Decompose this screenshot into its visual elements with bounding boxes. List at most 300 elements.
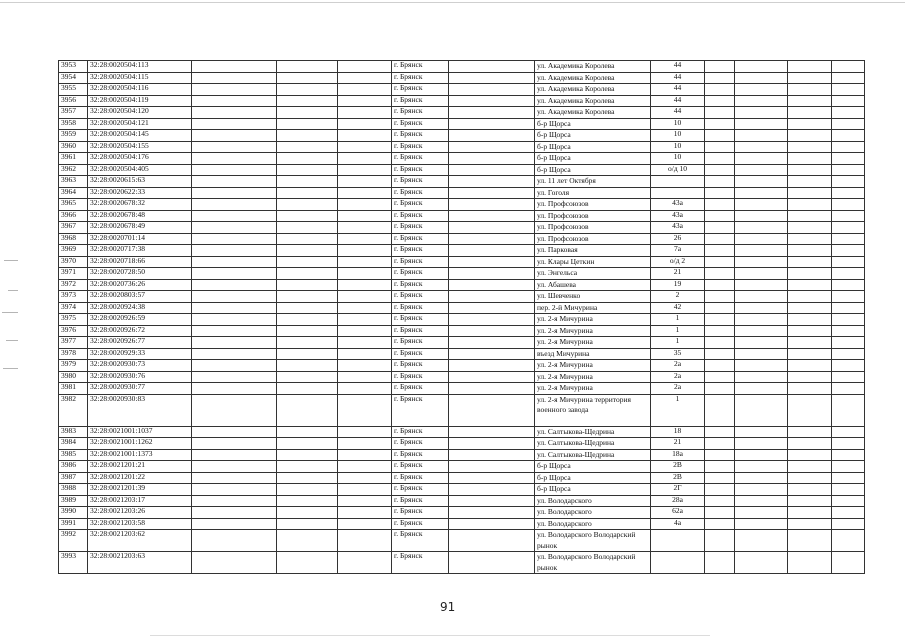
empty-cell bbox=[788, 95, 832, 107]
cadastral-number-cell: 32:28:0021201:22 bbox=[88, 472, 192, 484]
city-cell: г. Брянск bbox=[392, 530, 449, 552]
empty-cell bbox=[338, 426, 392, 438]
house-number-cell: 10 bbox=[651, 141, 705, 153]
empty-cell bbox=[832, 256, 865, 268]
empty-cell bbox=[277, 394, 338, 426]
city-cell: г. Брянск bbox=[392, 199, 449, 211]
empty-cell bbox=[735, 107, 788, 119]
cadastral-number-cell: 32:28:0021203:62 bbox=[88, 530, 192, 552]
empty-cell bbox=[705, 438, 735, 450]
empty-cell bbox=[832, 176, 865, 188]
empty-cell bbox=[735, 164, 788, 176]
house-number-cell: 1 bbox=[651, 314, 705, 326]
cadastral-number-cell: 32:28:0020678:49 bbox=[88, 222, 192, 234]
empty-cell bbox=[788, 153, 832, 165]
street-cell: ул. Академика Королева bbox=[535, 61, 651, 73]
empty-cell bbox=[277, 187, 338, 199]
empty-cell bbox=[832, 164, 865, 176]
empty-cell bbox=[192, 130, 277, 142]
empty-cell bbox=[449, 164, 535, 176]
empty-cell bbox=[832, 84, 865, 96]
row-number-cell: 3953 bbox=[59, 61, 88, 73]
empty-cell bbox=[832, 95, 865, 107]
empty-cell bbox=[192, 107, 277, 119]
cadastral-number-cell: 32:28:0020926:77 bbox=[88, 337, 192, 349]
street-cell: ул. Профсоюзов bbox=[535, 210, 651, 222]
empty-cell bbox=[449, 141, 535, 153]
empty-cell bbox=[449, 530, 535, 552]
empty-cell bbox=[277, 222, 338, 234]
empty-cell bbox=[788, 472, 832, 484]
empty-cell bbox=[832, 199, 865, 211]
empty-cell bbox=[705, 245, 735, 257]
empty-cell bbox=[788, 256, 832, 268]
empty-cell bbox=[338, 118, 392, 130]
empty-cell bbox=[705, 371, 735, 383]
empty-cell bbox=[832, 153, 865, 165]
empty-cell bbox=[338, 314, 392, 326]
empty-cell bbox=[449, 383, 535, 395]
city-cell: г. Брянск bbox=[392, 268, 449, 280]
cadastral-number-cell: 32:28:0020504:155 bbox=[88, 141, 192, 153]
empty-cell bbox=[832, 291, 865, 303]
empty-cell bbox=[277, 233, 338, 245]
cadastral-number-cell: 32:28:0020728:50 bbox=[88, 268, 192, 280]
empty-cell bbox=[192, 472, 277, 484]
empty-cell bbox=[192, 268, 277, 280]
city-cell: г. Брянск bbox=[392, 360, 449, 372]
row-number-cell: 3981 bbox=[59, 383, 88, 395]
empty-cell bbox=[449, 461, 535, 473]
table-row bbox=[59, 176, 865, 188]
cadastral-number-cell: 32:28:0020622:33 bbox=[88, 187, 192, 199]
empty-cell bbox=[449, 268, 535, 280]
empty-cell bbox=[277, 176, 338, 188]
empty-cell bbox=[277, 337, 338, 349]
table-row bbox=[59, 507, 865, 519]
empty-cell bbox=[705, 426, 735, 438]
table-row bbox=[59, 383, 865, 395]
empty-cell bbox=[705, 84, 735, 96]
empty-cell bbox=[832, 371, 865, 383]
street-cell: ул. 2-я Мичурина bbox=[535, 383, 651, 395]
cadastral-number-cell: 32:28:0020736:26 bbox=[88, 279, 192, 291]
empty-cell bbox=[705, 383, 735, 395]
table-row bbox=[59, 95, 865, 107]
empty-cell bbox=[788, 130, 832, 142]
empty-cell bbox=[192, 222, 277, 234]
empty-cell bbox=[192, 325, 277, 337]
empty-cell bbox=[277, 95, 338, 107]
street-cell: ул. Володарского bbox=[535, 495, 651, 507]
cadastral-number-cell: 32:28:0020926:72 bbox=[88, 325, 192, 337]
cadastral-number-cell: 32:28:0021001:1373 bbox=[88, 449, 192, 461]
row-number-cell: 3978 bbox=[59, 348, 88, 360]
empty-cell bbox=[735, 279, 788, 291]
empty-cell bbox=[338, 495, 392, 507]
empty-cell bbox=[192, 210, 277, 222]
empty-cell bbox=[449, 199, 535, 211]
empty-cell bbox=[192, 360, 277, 372]
street-cell: ул. Салтыкова-Щедрина bbox=[535, 449, 651, 461]
house-number-cell: 44 bbox=[651, 95, 705, 107]
empty-cell bbox=[338, 268, 392, 280]
empty-cell bbox=[705, 268, 735, 280]
empty-cell bbox=[788, 187, 832, 199]
cadastral-number-cell: 32:28:0021203:58 bbox=[88, 518, 192, 530]
empty-cell bbox=[705, 118, 735, 130]
city-cell: г. Брянск bbox=[392, 164, 449, 176]
table-row bbox=[59, 233, 865, 245]
empty-cell bbox=[449, 552, 535, 574]
house-number-cell: 62а bbox=[651, 507, 705, 519]
city-cell: г. Брянск bbox=[392, 84, 449, 96]
empty-cell bbox=[338, 61, 392, 73]
empty-cell bbox=[788, 360, 832, 372]
empty-cell bbox=[338, 530, 392, 552]
cadastral-number-cell: 32:28:0020701:14 bbox=[88, 233, 192, 245]
empty-cell bbox=[832, 279, 865, 291]
house-number-cell: 43а bbox=[651, 210, 705, 222]
empty-cell bbox=[735, 222, 788, 234]
empty-cell bbox=[277, 383, 338, 395]
empty-cell bbox=[705, 348, 735, 360]
empty-cell bbox=[735, 518, 788, 530]
city-cell: г. Брянск bbox=[392, 552, 449, 574]
house-number-cell: 19 bbox=[651, 279, 705, 291]
street-cell: ул. Салтыкова-Щедрина bbox=[535, 426, 651, 438]
table-row bbox=[59, 61, 865, 73]
empty-cell bbox=[192, 199, 277, 211]
empty-cell bbox=[832, 302, 865, 314]
empty-cell bbox=[735, 449, 788, 461]
house-number-cell: 28а bbox=[651, 495, 705, 507]
empty-cell bbox=[788, 348, 832, 360]
street-cell: ул. Володарского Володарский рынок bbox=[535, 530, 651, 552]
city-cell: г. Брянск bbox=[392, 371, 449, 383]
empty-cell bbox=[788, 84, 832, 96]
street-cell: ул. 2-я Мичурина территория военного завода bbox=[535, 394, 651, 426]
city-cell: г. Брянск bbox=[392, 302, 449, 314]
row-number-cell: 3983 bbox=[59, 426, 88, 438]
margin-scan-marks bbox=[0, 250, 30, 390]
row-number-cell: 3993 bbox=[59, 552, 88, 574]
empty-cell bbox=[735, 199, 788, 211]
empty-cell bbox=[192, 394, 277, 426]
empty-cell bbox=[832, 518, 865, 530]
cadastral-number-cell: 32:28:0020504:405 bbox=[88, 164, 192, 176]
empty-cell bbox=[705, 484, 735, 496]
row-number-cell: 3956 bbox=[59, 95, 88, 107]
empty-cell bbox=[788, 268, 832, 280]
table-row bbox=[59, 484, 865, 496]
empty-cell bbox=[449, 348, 535, 360]
empty-cell bbox=[338, 302, 392, 314]
empty-cell bbox=[705, 210, 735, 222]
table-row bbox=[59, 279, 865, 291]
row-number-cell: 3970 bbox=[59, 256, 88, 268]
empty-cell bbox=[192, 141, 277, 153]
empty-cell bbox=[338, 279, 392, 291]
empty-cell bbox=[277, 461, 338, 473]
house-number-cell: 43а bbox=[651, 222, 705, 234]
cadastral-number-cell: 32:28:0020924:38 bbox=[88, 302, 192, 314]
empty-cell bbox=[338, 461, 392, 473]
row-number-cell: 3979 bbox=[59, 360, 88, 372]
city-cell: г. Брянск bbox=[392, 95, 449, 107]
row-number-cell: 3958 bbox=[59, 118, 88, 130]
house-number-cell: 2В bbox=[651, 472, 705, 484]
cadastral-number-cell: 32:28:0020930:73 bbox=[88, 360, 192, 372]
empty-cell bbox=[192, 383, 277, 395]
city-cell: г. Брянск bbox=[392, 176, 449, 188]
empty-cell bbox=[192, 279, 277, 291]
empty-cell bbox=[832, 495, 865, 507]
street-cell: ул. Академика Королева bbox=[535, 72, 651, 84]
empty-cell bbox=[192, 245, 277, 257]
empty-cell bbox=[788, 279, 832, 291]
empty-cell bbox=[788, 107, 832, 119]
empty-cell bbox=[449, 256, 535, 268]
city-cell: г. Брянск bbox=[392, 61, 449, 73]
empty-cell bbox=[449, 518, 535, 530]
city-cell: г. Брянск bbox=[392, 130, 449, 142]
empty-cell bbox=[192, 72, 277, 84]
empty-cell bbox=[735, 256, 788, 268]
street-cell: ул. Профсоюзов bbox=[535, 222, 651, 234]
street-cell: ул. 2-я Мичурина bbox=[535, 371, 651, 383]
empty-cell bbox=[788, 507, 832, 519]
empty-cell bbox=[832, 426, 865, 438]
row-number-cell: 3962 bbox=[59, 164, 88, 176]
empty-cell bbox=[788, 484, 832, 496]
row-number-cell: 3969 bbox=[59, 245, 88, 257]
table-row bbox=[59, 141, 865, 153]
empty-cell bbox=[277, 518, 338, 530]
empty-cell bbox=[788, 314, 832, 326]
street-cell: б-р Щорса bbox=[535, 118, 651, 130]
empty-cell bbox=[192, 302, 277, 314]
street-cell: пер. 2-й Мичурина bbox=[535, 302, 651, 314]
row-number-cell: 3972 bbox=[59, 279, 88, 291]
street-cell: ул. Клары Цеткин bbox=[535, 256, 651, 268]
street-cell: ул. Профсоюзов bbox=[535, 199, 651, 211]
house-number-cell: 21 bbox=[651, 268, 705, 280]
empty-cell bbox=[788, 495, 832, 507]
empty-cell bbox=[788, 302, 832, 314]
empty-cell bbox=[449, 118, 535, 130]
empty-cell bbox=[788, 199, 832, 211]
empty-cell bbox=[449, 394, 535, 426]
empty-cell bbox=[192, 518, 277, 530]
row-number-cell: 3977 bbox=[59, 337, 88, 349]
city-cell: г. Брянск bbox=[392, 187, 449, 199]
cadastral-number-cell: 32:28:0020930:83 bbox=[88, 394, 192, 426]
empty-cell bbox=[192, 118, 277, 130]
city-cell: г. Брянск bbox=[392, 141, 449, 153]
empty-cell bbox=[449, 426, 535, 438]
empty-cell bbox=[735, 84, 788, 96]
empty-cell bbox=[735, 394, 788, 426]
house-number-cell: 10 bbox=[651, 153, 705, 165]
street-cell: ул. Академика Королева bbox=[535, 84, 651, 96]
empty-cell bbox=[192, 84, 277, 96]
empty-cell bbox=[192, 95, 277, 107]
empty-cell bbox=[338, 472, 392, 484]
empty-cell bbox=[735, 507, 788, 519]
empty-cell bbox=[832, 348, 865, 360]
house-number-cell: 42 bbox=[651, 302, 705, 314]
empty-cell bbox=[277, 426, 338, 438]
empty-cell bbox=[705, 199, 735, 211]
empty-cell bbox=[735, 153, 788, 165]
empty-cell bbox=[705, 518, 735, 530]
table-row bbox=[59, 153, 865, 165]
house-number-cell: о/д 2 bbox=[651, 256, 705, 268]
empty-cell bbox=[277, 118, 338, 130]
empty-cell bbox=[788, 210, 832, 222]
empty-cell bbox=[832, 507, 865, 519]
register-body bbox=[59, 61, 865, 574]
page-number: 91 bbox=[440, 600, 456, 614]
street-cell: ул. Абашева bbox=[535, 279, 651, 291]
house-number-cell: о/д 10 bbox=[651, 164, 705, 176]
empty-cell bbox=[788, 245, 832, 257]
empty-cell bbox=[338, 484, 392, 496]
city-cell: г. Брянск bbox=[392, 291, 449, 303]
empty-cell bbox=[277, 302, 338, 314]
empty-cell bbox=[338, 153, 392, 165]
empty-cell bbox=[735, 371, 788, 383]
empty-cell bbox=[832, 245, 865, 257]
empty-cell bbox=[705, 530, 735, 552]
empty-cell bbox=[449, 245, 535, 257]
house-number-cell: 35 bbox=[651, 348, 705, 360]
table-row bbox=[59, 222, 865, 234]
table-row bbox=[59, 394, 865, 426]
empty-cell bbox=[449, 449, 535, 461]
house-number-cell: 18а bbox=[651, 449, 705, 461]
street-cell: ул. Володарского bbox=[535, 518, 651, 530]
empty-cell bbox=[832, 472, 865, 484]
city-cell: г. Брянск bbox=[392, 348, 449, 360]
empty-cell bbox=[338, 72, 392, 84]
house-number-cell: 2 bbox=[651, 291, 705, 303]
empty-cell bbox=[338, 348, 392, 360]
empty-cell bbox=[277, 472, 338, 484]
cadastral-number-cell: 32:28:0020718:66 bbox=[88, 256, 192, 268]
empty-cell bbox=[338, 394, 392, 426]
house-number-cell: 10 bbox=[651, 118, 705, 130]
empty-cell bbox=[449, 484, 535, 496]
empty-cell bbox=[788, 61, 832, 73]
street-cell: въезд Мичурина bbox=[535, 348, 651, 360]
empty-cell bbox=[277, 61, 338, 73]
empty-cell bbox=[832, 383, 865, 395]
empty-cell bbox=[192, 371, 277, 383]
empty-cell bbox=[449, 210, 535, 222]
row-number-cell: 3984 bbox=[59, 438, 88, 450]
cadastral-number-cell: 32:28:0020504:116 bbox=[88, 84, 192, 96]
empty-cell bbox=[449, 153, 535, 165]
house-number-cell: 26 bbox=[651, 233, 705, 245]
city-cell: г. Брянск bbox=[392, 383, 449, 395]
row-number-cell: 3986 bbox=[59, 461, 88, 473]
empty-cell bbox=[832, 552, 865, 574]
street-cell: б-р Щорса bbox=[535, 153, 651, 165]
empty-cell bbox=[449, 72, 535, 84]
row-number-cell: 3959 bbox=[59, 130, 88, 142]
scan-edge-bottom bbox=[150, 635, 710, 636]
city-cell: г. Брянск bbox=[392, 107, 449, 119]
city-cell: г. Брянск bbox=[392, 484, 449, 496]
empty-cell bbox=[735, 325, 788, 337]
empty-cell bbox=[705, 164, 735, 176]
empty-cell bbox=[735, 95, 788, 107]
city-cell: г. Брянск bbox=[392, 518, 449, 530]
empty-cell bbox=[735, 141, 788, 153]
table-row bbox=[59, 291, 865, 303]
house-number-cell: 44 bbox=[651, 84, 705, 96]
empty-cell bbox=[449, 233, 535, 245]
empty-cell bbox=[192, 461, 277, 473]
cadastral-number-cell: 32:28:0020678:48 bbox=[88, 210, 192, 222]
empty-cell bbox=[735, 268, 788, 280]
house-number-cell bbox=[651, 530, 705, 552]
cadastral-number-cell: 32:28:0020504:120 bbox=[88, 107, 192, 119]
table-row bbox=[59, 325, 865, 337]
empty-cell bbox=[338, 337, 392, 349]
empty-cell bbox=[338, 371, 392, 383]
table-row bbox=[59, 360, 865, 372]
row-number-cell: 3976 bbox=[59, 325, 88, 337]
empty-cell bbox=[735, 210, 788, 222]
row-number-cell: 3990 bbox=[59, 507, 88, 519]
empty-cell bbox=[449, 291, 535, 303]
empty-cell bbox=[788, 337, 832, 349]
property-register-table bbox=[58, 60, 865, 574]
table-row bbox=[59, 302, 865, 314]
empty-cell bbox=[735, 187, 788, 199]
empty-cell bbox=[705, 291, 735, 303]
street-cell: ул. Володарского Володарский рынок bbox=[535, 552, 651, 574]
city-cell: г. Брянск bbox=[392, 210, 449, 222]
house-number-cell: 1 bbox=[651, 337, 705, 349]
empty-cell bbox=[788, 176, 832, 188]
empty-cell bbox=[788, 233, 832, 245]
table-row bbox=[59, 187, 865, 199]
empty-cell bbox=[192, 291, 277, 303]
row-number-cell: 3973 bbox=[59, 291, 88, 303]
street-cell: б-р Щорса bbox=[535, 141, 651, 153]
empty-cell bbox=[449, 187, 535, 199]
empty-cell bbox=[832, 530, 865, 552]
row-number-cell: 3988 bbox=[59, 484, 88, 496]
row-number-cell: 3968 bbox=[59, 233, 88, 245]
empty-cell bbox=[705, 107, 735, 119]
house-number-cell: 7а bbox=[651, 245, 705, 257]
empty-cell bbox=[338, 141, 392, 153]
cadastral-number-cell: 32:28:0020930:77 bbox=[88, 383, 192, 395]
house-number-cell: 1 bbox=[651, 394, 705, 426]
city-cell: г. Брянск bbox=[392, 438, 449, 450]
empty-cell bbox=[788, 141, 832, 153]
empty-cell bbox=[832, 394, 865, 426]
empty-cell bbox=[832, 461, 865, 473]
empty-cell bbox=[192, 256, 277, 268]
street-cell: ул. Салтыкова-Щедрина bbox=[535, 438, 651, 450]
empty-cell bbox=[832, 187, 865, 199]
